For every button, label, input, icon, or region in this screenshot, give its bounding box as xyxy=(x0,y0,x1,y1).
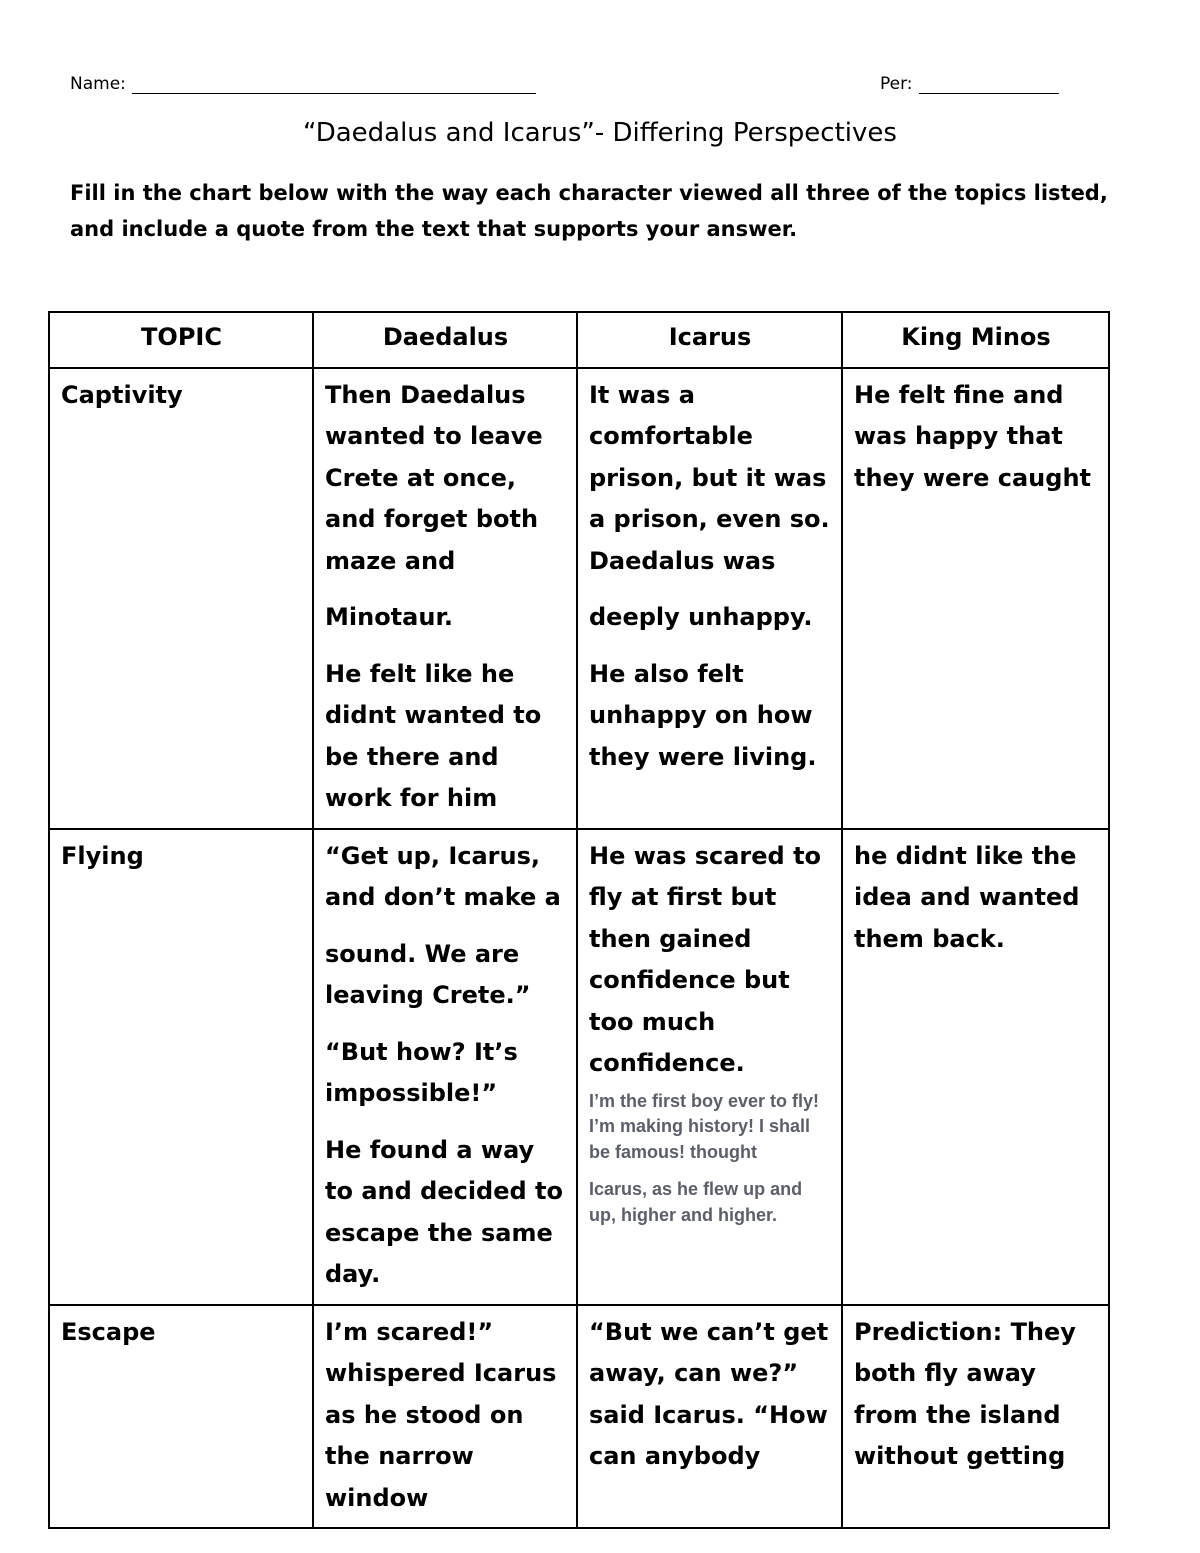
perspectives-table xyxy=(48,311,1110,1529)
answer-text: “But how? It’s impossible!” xyxy=(325,1037,518,1107)
column-header-icarus: Icarus xyxy=(577,312,842,368)
icarus-cell[interactable] xyxy=(577,1305,842,1529)
column-header-king-minos: King Minos xyxy=(842,312,1109,368)
daedalus-cell[interactable] xyxy=(313,829,577,1305)
period-blank[interactable] xyxy=(919,75,1059,94)
name-label: Name: xyxy=(70,74,126,94)
answer-text: deeply unhappy. xyxy=(589,603,813,631)
topic-cell: Captivity xyxy=(49,368,313,829)
table-header-row xyxy=(49,312,1109,368)
king-minos-cell[interactable] xyxy=(842,368,1109,829)
table-row xyxy=(49,829,1109,1305)
answer-text: “Get up, Icarus, and don’t make a xyxy=(325,841,561,911)
topic-cell: Flying xyxy=(49,829,313,1305)
topic-cell: Escape xyxy=(49,1305,313,1529)
column-header-daedalus: Daedalus xyxy=(313,312,577,368)
period-label: Per: xyxy=(880,74,913,94)
king-minos-cell[interactable] xyxy=(842,829,1109,1305)
answer-text: He felt like he didnt wanted to be there and work for him xyxy=(325,659,542,812)
answer-text: Then Daedalus wanted to leave Crete at once, and forget both maze and xyxy=(325,380,543,575)
answer-text: It was a comfortable prison, but it was a prison, even so. Daedalus was xyxy=(589,380,830,575)
daedalus-cell[interactable] xyxy=(313,368,577,829)
icarus-cell[interactable] xyxy=(577,829,842,1305)
name-field xyxy=(70,74,536,94)
table-row xyxy=(49,1305,1109,1529)
period-field xyxy=(880,74,1059,94)
table-row xyxy=(49,368,1109,829)
answer-text: I’m scared!” whispered Icarus as he stood on the narrow window xyxy=(325,1317,557,1512)
instructions: Fill in the chart below with the way each character viewed all three of the topics listed, and include a quote from the text that supports your answer. xyxy=(70,181,1108,241)
answer-text: He was scared to fly at first but then gained confidence but too much confidence. xyxy=(589,841,822,1077)
answer-text: He found a way to and decided to escape the same day. xyxy=(325,1135,563,1288)
icarus-cell[interactable] xyxy=(577,368,842,829)
quote-text: I’m the first boy ever to fly! I’m making history! I shall be famous! thought xyxy=(589,1090,820,1162)
king-minos-cell[interactable] xyxy=(842,1305,1109,1529)
name-blank[interactable] xyxy=(132,75,536,94)
page-title: “Daedalus and Icarus”- Differing Perspectives xyxy=(303,118,897,148)
answer-text: He felt fine and was happy that they were caught xyxy=(854,380,1091,492)
answer-text: Prediction: They both fly away from the island without getting xyxy=(854,1317,1076,1470)
answer-text: sound. We are leaving Crete.” xyxy=(325,939,531,1009)
daedalus-cell[interactable] xyxy=(313,1305,577,1529)
answer-text: He also felt unhappy on how they were living. xyxy=(589,659,817,771)
quote-text: Icarus, as he flew up and up, higher and higher. xyxy=(589,1179,803,1225)
column-header-topic: TOPIC xyxy=(49,312,313,368)
answer-text: he didnt like the idea and wanted them back. xyxy=(854,841,1080,953)
answer-text: Minotaur. xyxy=(325,603,453,631)
answer-text: “But we can’t get away, can we?” said Icarus. “How can anybody xyxy=(589,1317,829,1470)
